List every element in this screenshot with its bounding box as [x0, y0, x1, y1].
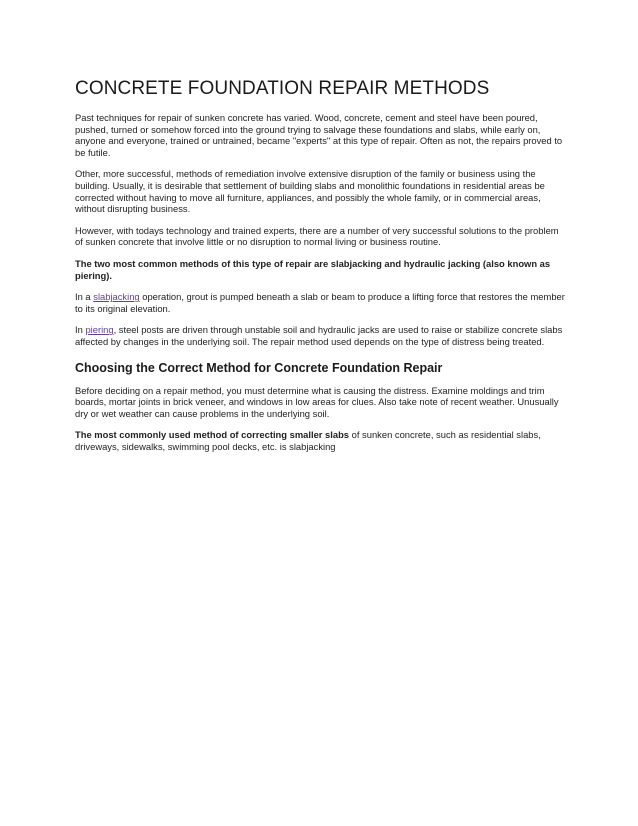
paragraph-slabjacking [75, 291, 565, 314]
piering-text-before: In [75, 324, 86, 336]
paragraph-before-deciding: Before deciding on a repair method, you must determine what is causing the distress. Examine moldings and trim boards, mortar joints in brick veneer, and windows in low areas for clues. Also take note of recent weather. Unusually dry or wet weather can cause problems in the underlying soil. [75, 384, 559, 419]
section-heading-choosing-method: Choosing the Correct Method for Concrete Foundation Repair [75, 360, 443, 375]
smaller-slabs-bold: The most commonly used method of correcting smaller slabs [75, 429, 350, 441]
slabjacking-link[interactable]: slabjacking [93, 291, 140, 303]
paragraph-piering [75, 324, 565, 347]
paragraph-common-methods [75, 258, 565, 281]
piering-text-after: , steel posts are driven through unstable soil and hydraulic jacks are used to raise or stabilize concrete slabs affected by changes in the underlying soil. The repair method used depends on the type of distress being treated. [75, 324, 563, 347]
paragraph-other-methods: Other, more successful, methods of remediation involve extensive disruption of the family or business using the building. Usually, it is desirable that settlement of building slabs and monolithic foundations in residential areas be corrected without having to move all furniture, appliances, and possibly the whole family, or in commercial areas, without disrupting business. [75, 168, 545, 215]
slabjacking-text-after: operation, grout is pumped beneath a slab or beam to produce a lifting force that restores the member to its original elevation. [75, 291, 565, 314]
piering-link[interactable]: piering [85, 324, 114, 336]
common-methods-bold: The two most common methods of this type of repair are slabjacking and hydraulic jacking (also known as piering). [75, 257, 551, 281]
paragraph-todays-technology: However, with todays technology and trained experts, there are a number of very successful solutions to the problem of sunken concrete that involve little or no disruption to normal living or business routine. [75, 224, 559, 248]
document-title: CONCRETE FOUNDATION REPAIR METHODS [75, 78, 490, 99]
paragraph-smaller-slabs [75, 429, 565, 452]
document-body [75, 78, 565, 462]
paragraph-past-techniques: Past techniques for repair of sunken concrete has varied. Wood, concrete, cement and steel have been poured, pushed, turned or somehow forced into the ground trying to salvage these foundations and slabs, while early on, anyone and everyone, trained or untrained, became "experts" at this type of repair. Often as not, the repairs proved to be futile. [75, 112, 563, 158]
smaller-slabs-rest: of sunken concrete, such as residential slabs, driveways, sidewalks, swimming pool decks, etc. is slabjacking [75, 429, 541, 452]
slabjacking-text-before: In a [75, 291, 94, 303]
